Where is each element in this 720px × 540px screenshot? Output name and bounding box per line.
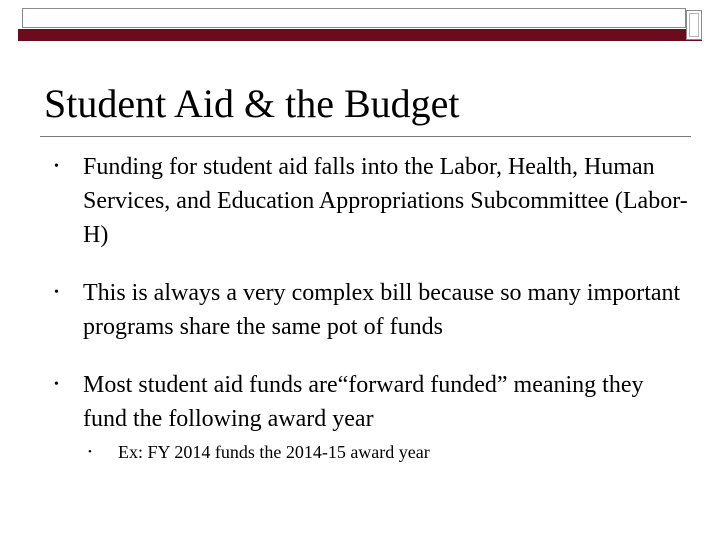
bullet-text-1: Funding for student aid falls into the Labor, Health, Human Services, and Education Appropriations Subcommittee (Labor-H) [83,154,688,248]
bullet-text-2: This is always a very complex bill because so many important programs share the same pot of funds [83,280,681,340]
bullet-marker-3: • [54,377,59,392]
bullet-marker-1: • [54,159,59,174]
header-corner-box-inner [689,13,699,37]
header-accent-bar [18,29,702,41]
header-outline-box [22,8,686,28]
title-underline [40,136,691,137]
bullet-marker-2: • [54,285,59,300]
bullet-text-3: Most student aid funds are“forward funded” meaning they fund the following award year [83,372,644,432]
sub-bullet-marker: • [88,446,92,458]
slide-title: Student Aid & the Budget [44,81,460,126]
sub-bullet-text: Ex: FY 2014 funds the 2014-15 award year [118,442,430,462]
